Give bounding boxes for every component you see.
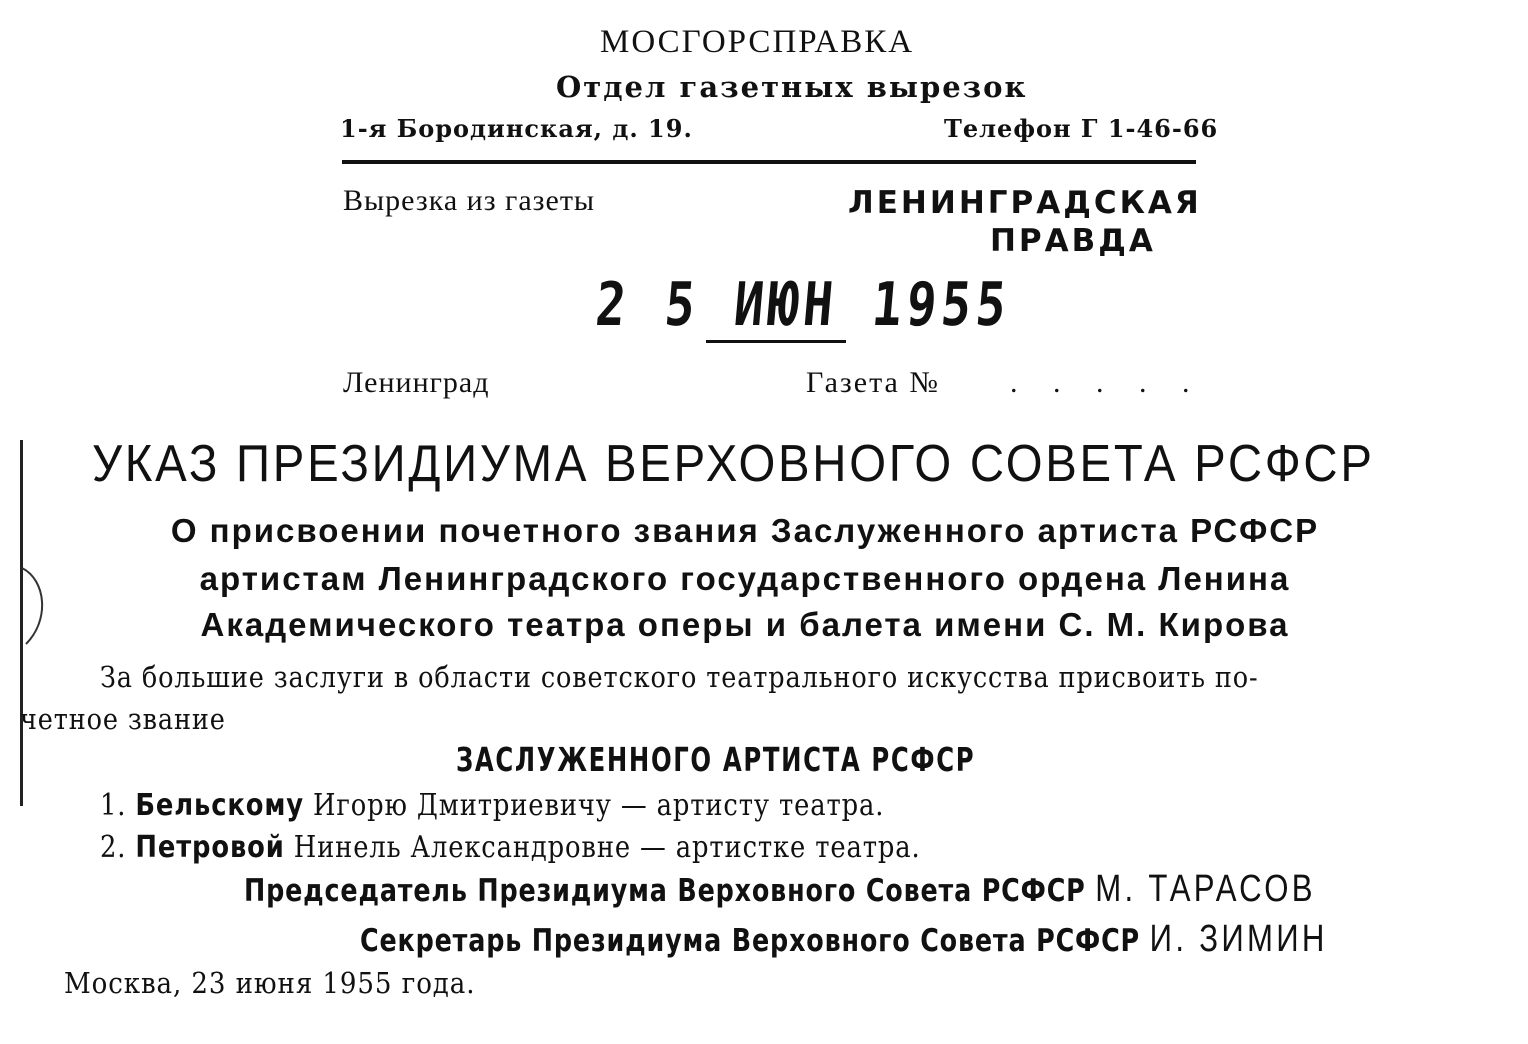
awardee-details: Нинель Александровне — артистке театра. [293, 830, 921, 865]
decree-title: УКАЗ ПРЕЗИДИУМА ВЕРХОВНОГО СОВЕТА РСФСР [92, 435, 1375, 493]
signature-name: М. ТАРАСОВ [1095, 868, 1316, 910]
bureau-address: 1-я Бородинская, д. 19. [340, 114, 693, 143]
department-name: Отдел газетных вырезок [556, 70, 1028, 104]
awardee-details: Игорю Дмитриевичу — артисту театра. [313, 788, 885, 823]
signature-chairman [244, 868, 1316, 911]
decree-dateline: Москва, 23 июня 1955 года. [64, 966, 476, 1000]
awardee-surname: Бельскому [135, 788, 304, 823]
signature-role: Председатель Президиума Верховного Совета РСФСР [244, 873, 1086, 909]
awardee-item [100, 788, 884, 823]
newspaper-name [848, 184, 1202, 260]
signature-secretary [360, 918, 1328, 961]
stamp-underline [706, 340, 846, 343]
newspaper-name-line2: ПРАВДА [989, 223, 1156, 259]
city-label: Ленинград [343, 366, 490, 399]
issue-label: Газета № [806, 366, 940, 399]
awardee-item [100, 830, 921, 865]
signature-role: Секретарь Президиума Верховного Совета РСФСР [360, 923, 1141, 959]
issue-number-blank: . . . . . [1010, 366, 1204, 399]
bureau-name: МОСГОРСПРАВКА [600, 24, 915, 60]
awardee-number: 1. [100, 788, 127, 823]
honor-title: ЗАСЛУЖЕННОГО АРТИСТА РСФСР [456, 740, 976, 779]
header-divider [342, 160, 1196, 164]
awardee-surname: Петровой [135, 830, 285, 865]
decree-paragraph-line2: четное звание [20, 702, 226, 736]
bureau-phone: Телефон Г 1-46-66 [944, 114, 1219, 143]
date-stamp: 2 5 ИЮН 1955 [592, 270, 1014, 340]
decree-subtitle-line1: О присвоении почетного звания Заслуженного артиста РСФСР [170, 512, 1320, 549]
decree-subtitle-line2: артистам Ленинградского государственного ордена Ленина [199, 560, 1291, 597]
decree-paragraph-line1: За большие заслуги в области советского театрального искусства присвоить по- [100, 660, 1259, 694]
awardee-number: 2. [100, 830, 127, 865]
newspaper-name-line1: ЛЕНИНГРАДСКАЯ [848, 185, 1202, 221]
signature-name: И. ЗИМИН [1149, 918, 1328, 960]
decree-subtitle-line3: Академического театра оперы и балета имени С. М. Кирова [200, 606, 1290, 643]
clipping-label: Вырезка из газеты [343, 184, 596, 217]
